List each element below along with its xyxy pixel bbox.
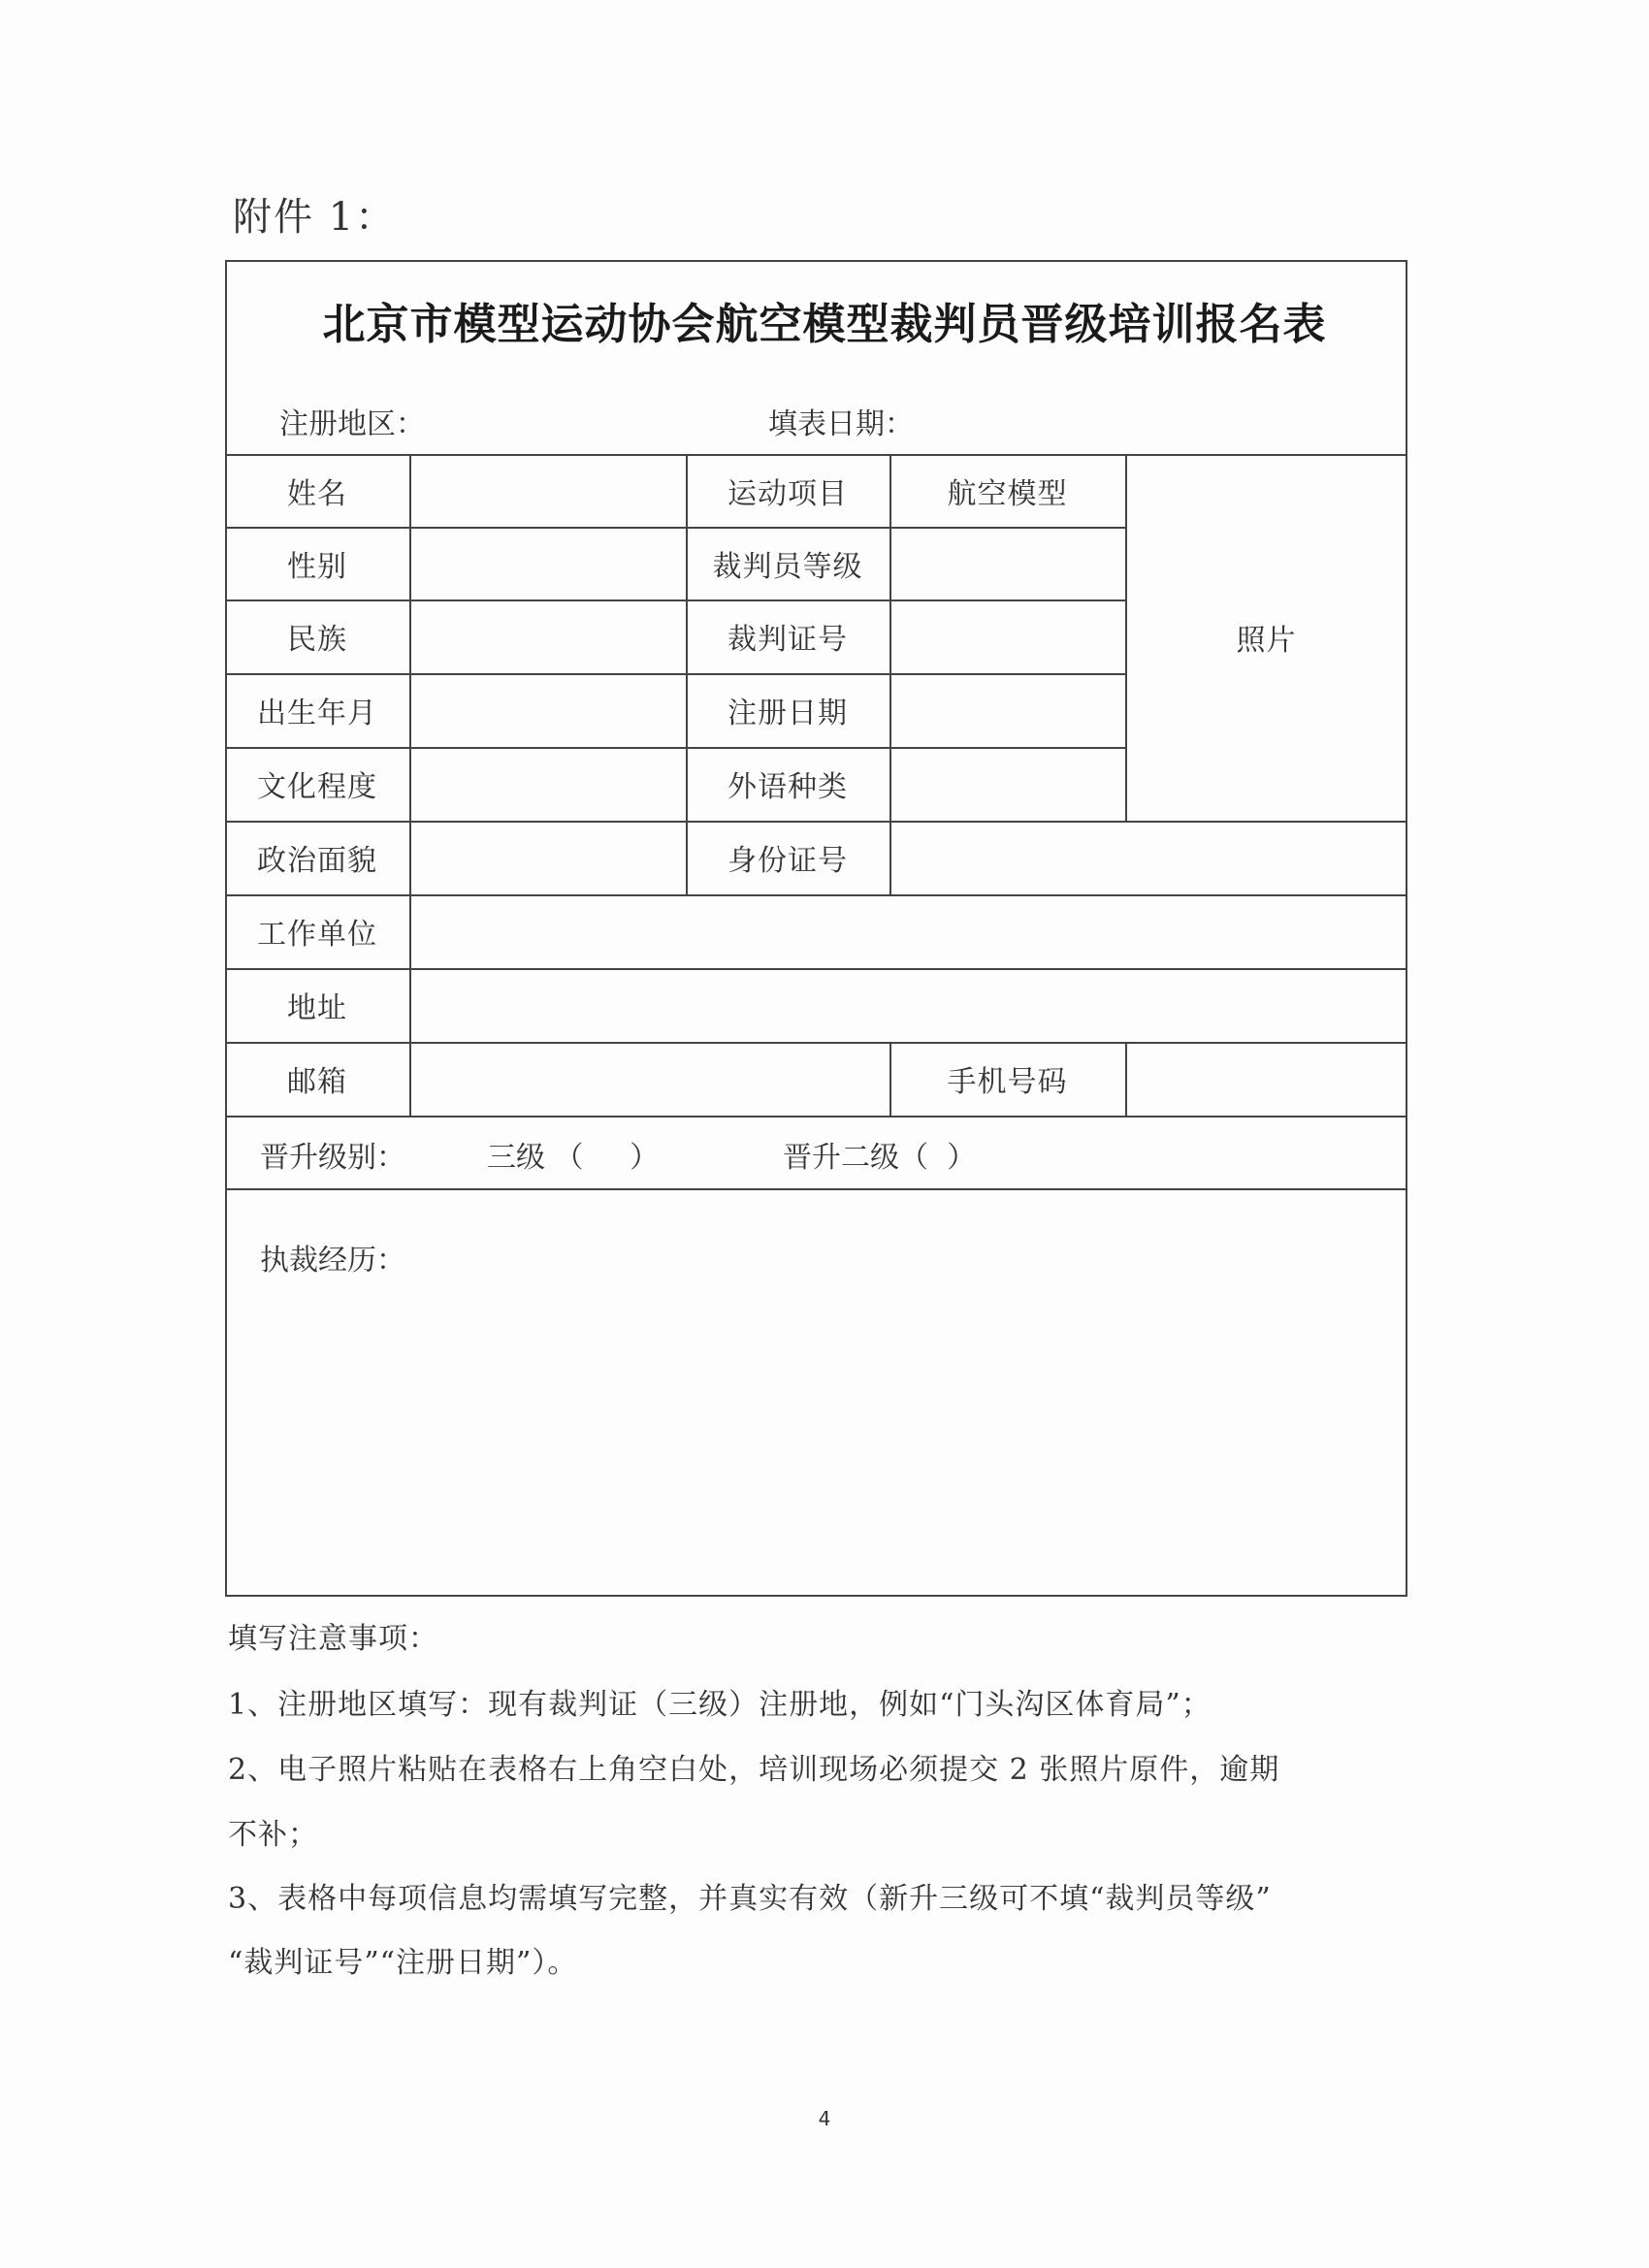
label-phone: 手机号码 [947, 1065, 1068, 1099]
label-workplace: 工作单位 [257, 918, 377, 952]
experience-label: 执裁经历： [260, 1244, 405, 1278]
note-item: “裁判证号”“注册日期”）。 [228, 1946, 578, 1980]
form-title: 北京市模型运动协会航空模型裁判员晋级培训报名表 [322, 300, 1327, 349]
label-id-no: 身份证号 [728, 844, 848, 878]
label-birth: 出生年月 [257, 697, 377, 730]
fill-date-label: 填表日期： [768, 407, 914, 441]
grid-line [1125, 1042, 1127, 1116]
label-referee-level: 裁判员等级 [712, 549, 863, 584]
grid-line [225, 1188, 1407, 1190]
label-reg-date: 注册日期 [728, 697, 848, 730]
label-language: 外语种类 [728, 770, 848, 804]
label-photo: 照片 [1236, 624, 1297, 658]
note-item: 2、电子照片粘贴在表格右上角空白处，培训现场必须提交 2 张照片原件，逾期 [228, 1753, 1280, 1787]
label-cert-no: 裁判证号 [728, 623, 848, 657]
notes-heading: 填写注意事项： [228, 1622, 438, 1656]
label-name: 姓名 [287, 476, 347, 511]
grid-line [225, 1116, 1407, 1118]
label-education: 文化程度 [257, 770, 377, 804]
attachment-label: 附件 1： [233, 195, 397, 240]
label-address: 地址 [287, 991, 347, 1025]
note-item: 1、注册地区填写：现有裁判证（三级）注册地，例如“门头沟区体育局”； [228, 1688, 1212, 1722]
note-item: 3、表格中每项信息均需填写完整，并真实有效（新升三级可不填“裁判员等级” [228, 1882, 1272, 1916]
promotion-option-three: 三级 （ ） [487, 1141, 660, 1175]
label-ethnicity: 民族 [287, 623, 347, 657]
label-political: 政治面貌 [257, 844, 377, 878]
label-email: 邮箱 [287, 1065, 347, 1099]
note-item: 不补； [228, 1818, 318, 1852]
region-label: 注册地区： [279, 407, 425, 441]
page-number: 4 [818, 2107, 831, 2130]
promotion-option-two: 晋升二级（ ） [783, 1141, 977, 1175]
promotion-label: 晋升级别： [260, 1141, 405, 1175]
grid-line [409, 454, 411, 1116]
label-sport: 运动项目 [728, 476, 848, 511]
value-sport: 航空模型 [947, 476, 1068, 511]
label-gender: 性别 [287, 549, 347, 584]
